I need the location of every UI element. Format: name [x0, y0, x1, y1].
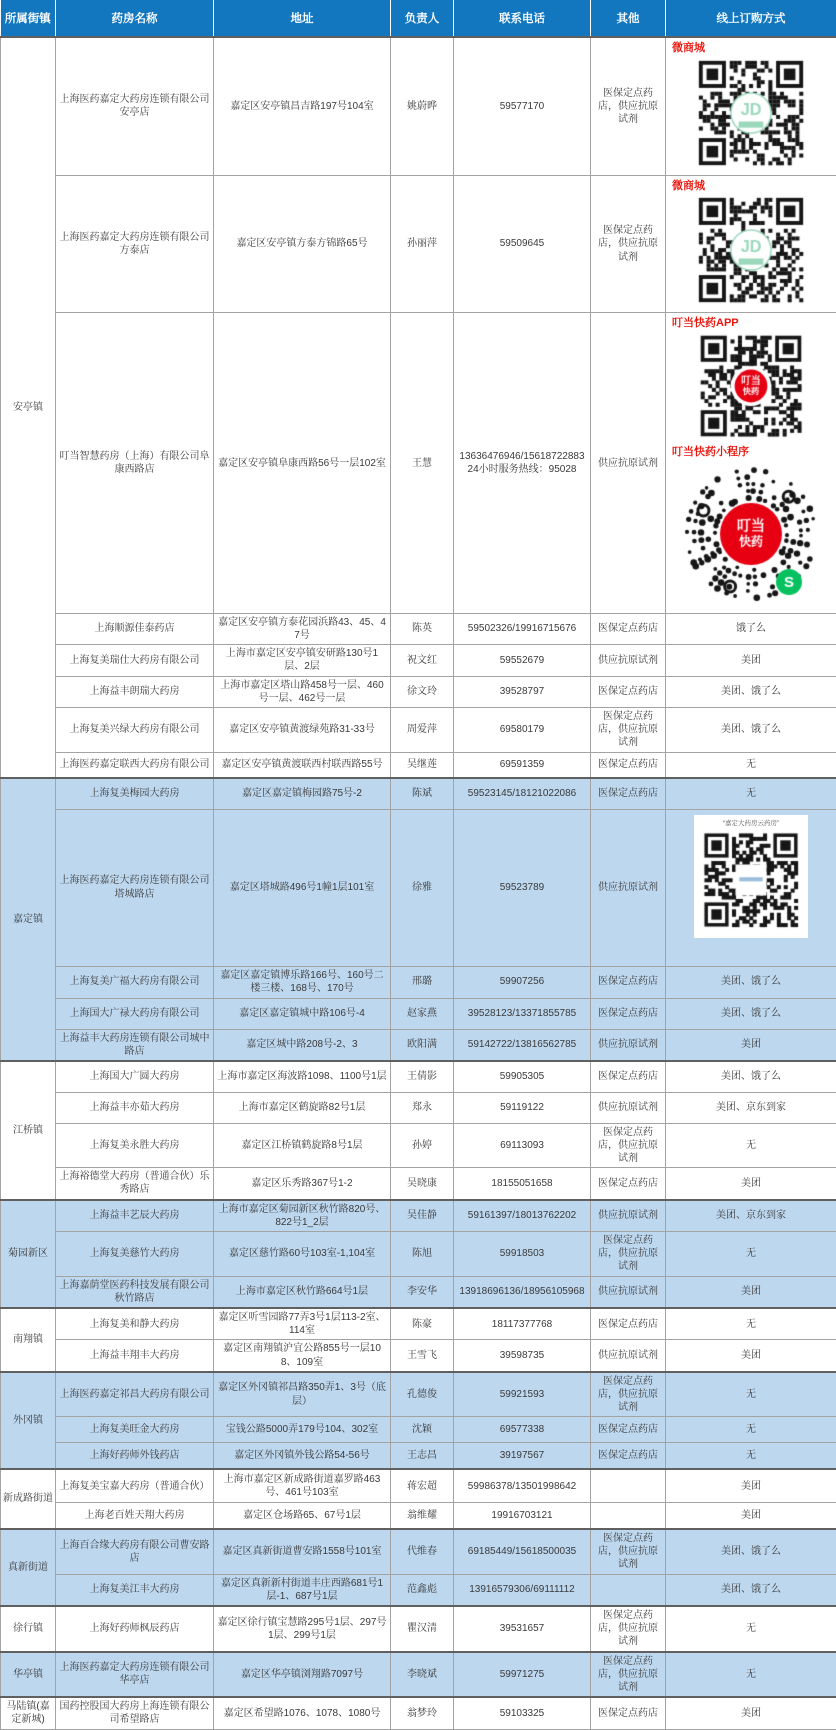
cell-pharmacy-name: 上海国大广禄大药房有限公司: [56, 998, 214, 1029]
cell-person: 蒋宏超: [391, 1469, 454, 1503]
cell-phone: 39528123/13371855785: [454, 998, 591, 1029]
cell-pharmacy-name: 上海复美瑞仕大药房有限公司: [56, 645, 214, 676]
cell-address: 嘉定区嘉定镇城中路106号-4: [214, 998, 391, 1029]
cell-other: 医保定点药店: [591, 676, 666, 707]
qr-code: [695, 194, 807, 306]
table-row: [1, 1061, 836, 1092]
table-row: [1, 1503, 836, 1529]
cell-online-order: [666, 37, 836, 175]
cell-person: 孙婷: [391, 1123, 454, 1168]
cell-person: 姚蔚晔: [391, 37, 454, 175]
cell-online-order: 无: [666, 1123, 836, 1168]
table-row: [1, 778, 836, 809]
qr-wrap: [670, 57, 832, 173]
cell-pharmacy-name: 上海裕德堂大药房（普通合伙）乐秀路店: [56, 1168, 214, 1200]
table-row: [1, 1652, 836, 1698]
cell-address: 嘉定区嘉定镇博乐路166号、160号二楼三楼、168号、170号: [214, 966, 391, 998]
cell-person: 孔德俊: [391, 1372, 454, 1417]
qr-wrap: [670, 194, 832, 310]
qr-label: 微商城: [672, 41, 832, 56]
table-row: [1, 37, 836, 175]
table-row: [1, 645, 836, 676]
cell-address: 嘉定区徐行镇宝慧路295号1层、297号1层、299号1层: [214, 1606, 391, 1652]
cell-pharmacy-name: 上海好药师外钱药店: [56, 1443, 214, 1469]
cell-address: 嘉定区真新街道曹安路1558号101室: [214, 1529, 391, 1574]
table-row: [1, 998, 836, 1029]
cell-online-order: 美团: [666, 1029, 836, 1061]
cell-person: 邢璐: [391, 966, 454, 998]
cell-phone: 59142722/13816562785: [454, 1029, 591, 1061]
table-row: [1, 1469, 836, 1503]
table-row: [1, 1168, 836, 1200]
cell-town: 马陆镇(嘉定新城): [1, 1697, 56, 1729]
cell-town: 外冈镇: [1, 1372, 56, 1469]
cell-address: 嘉定区城中路208号-2、3: [214, 1029, 391, 1061]
cell-pharmacy-name: 上海医药嘉定大药房连锁有限公司方泰店: [56, 175, 214, 313]
cell-phone: 59103325: [454, 1697, 591, 1729]
cell-online-order: 美团、饿了么: [666, 1574, 836, 1606]
cell-person: 王慧: [391, 313, 454, 613]
cell-address: 嘉定区安亭镇方泰花园浜路43、45、47号: [214, 613, 391, 644]
table-row: [1, 1372, 836, 1417]
cell-other: [591, 1503, 666, 1529]
table-row: [1, 1276, 836, 1308]
cell-pharmacy-name: 上海医药嘉定大药房连锁有限公司华亭店: [56, 1652, 214, 1698]
cell-town: 安亭镇: [1, 37, 56, 778]
table-row: [1, 313, 836, 613]
cell-other: 医保定点药店: [591, 1308, 666, 1340]
cell-person: 孙丽萍: [391, 175, 454, 313]
cell-person: 翁维耀: [391, 1503, 454, 1529]
cell-online-order: 美团: [666, 1276, 836, 1308]
cell-phone: 69577338: [454, 1417, 591, 1443]
cell-pharmacy-name: 叮当智慧药房（上海）有限公司阜康西路店: [56, 313, 214, 613]
cell-online-order: 美团: [666, 1697, 836, 1729]
cell-phone: 69591359: [454, 752, 591, 778]
cell-online-order: 美团、饿了么: [666, 998, 836, 1029]
column-header: 药房名称: [56, 0, 214, 37]
cell-pharmacy-name: 上海复美兴绿大药房有限公司: [56, 707, 214, 752]
cell-phone: 59986378/13501998642: [454, 1469, 591, 1503]
cell-other: 供应抗原试剂: [591, 1340, 666, 1372]
cell-phone: 59552679: [454, 645, 591, 676]
cell-pharmacy-name: 上海医药嘉定大药房连锁有限公司安亭店: [56, 37, 214, 175]
cell-address: 嘉定区嘉定镇梅园路75号-2: [214, 778, 391, 809]
cell-address: 嘉定区慈竹路60号103室-1,104室: [214, 1231, 391, 1276]
table-row: [1, 809, 836, 966]
cell-town: 江桥镇: [1, 1061, 56, 1200]
cell-pharmacy-name: 上海复美广福大药房有限公司: [56, 966, 214, 998]
table-row: [1, 175, 836, 313]
cell-address: 嘉定区安亭镇方泰方锦路65号: [214, 175, 391, 313]
cell-person: 徐雅: [391, 809, 454, 966]
cell-address: 上海市嘉定区海波路1098、1100号1层: [214, 1061, 391, 1092]
cell-other: 医保定点药店: [591, 1443, 666, 1469]
cell-phone: 59509645: [454, 175, 591, 313]
cell-other: 供应抗原试剂: [591, 809, 666, 966]
cell-phone: 39531657: [454, 1606, 591, 1652]
qr-caption: “嘉定大药房云药房”: [701, 820, 801, 829]
cell-other: 供应抗原试剂: [591, 313, 666, 613]
cell-phone: 18155051658: [454, 1168, 591, 1200]
qr-wrap: [670, 461, 832, 611]
cell-other: 医保定点药店: [591, 1168, 666, 1200]
cell-person: 王倩影: [391, 1061, 454, 1092]
cell-online-order: 无: [666, 1231, 836, 1276]
cell-online-order: 无: [666, 1606, 836, 1652]
cell-address: 上海市嘉定区塔山路458号一层、460号一层、462号一层: [214, 676, 391, 707]
cell-phone: 59502326/19916715676: [454, 613, 591, 644]
cell-other: 医保定点药店: [591, 613, 666, 644]
cell-phone: 59577170: [454, 37, 591, 175]
cell-phone: 59161397/18013762202: [454, 1200, 591, 1232]
cell-address: 上海市嘉定区安亭镇安研路130号1层、2层: [214, 645, 391, 676]
cell-online-order: 美团: [666, 1503, 836, 1529]
cell-address: 嘉定区外冈镇外钱公路54-56号: [214, 1443, 391, 1469]
cell-online-order: 饿了么: [666, 613, 836, 644]
cell-pharmacy-name: 国药控股国大药房上海连锁有限公司希望路店: [56, 1697, 214, 1729]
cell-pharmacy-name: 上海复美永胜大药房: [56, 1123, 214, 1168]
cell-person: 瞿汉清: [391, 1606, 454, 1652]
cell-address: 嘉定区真新新村街道丰庄西路681号1层-1、687号1层: [214, 1574, 391, 1606]
cell-address: 嘉定区听雪园路77弄3号1层113-2室、114室: [214, 1308, 391, 1340]
cell-other: 医保定点药店，供应抗原试剂: [591, 1652, 666, 1698]
table-row: [1, 1529, 836, 1574]
table-row: [1, 1340, 836, 1372]
cell-phone: 13916579306/69111112: [454, 1574, 591, 1606]
cell-online-order: 美团、京东到家: [666, 1200, 836, 1232]
cell-phone: 59918503: [454, 1231, 591, 1276]
column-header: 其他: [591, 0, 666, 37]
cell-other: 医保定点药店，供应抗原试剂: [591, 707, 666, 752]
qr-label: 微商城: [672, 179, 832, 194]
cell-online-order: [666, 175, 836, 313]
cell-phone: 59907256: [454, 966, 591, 998]
qr-label: 叮当快药小程序: [672, 445, 832, 460]
table-row: [1, 1123, 836, 1168]
table-row: [1, 1200, 836, 1232]
cell-town: 华亭镇: [1, 1652, 56, 1698]
cell-online-order: 美团、京东到家: [666, 1092, 836, 1123]
table-row: [1, 1092, 836, 1123]
cell-address: 嘉定区安亭镇阜康西路56号一层102室: [214, 313, 391, 613]
cell-person: 赵家燕: [391, 998, 454, 1029]
cell-phone: 59523789: [454, 809, 591, 966]
cell-phone: 59905305: [454, 1061, 591, 1092]
cell-pharmacy-name: 上海百合缘大药房有限公司曹安路店: [56, 1529, 214, 1574]
cell-pharmacy-name: 上海益丰大药房连锁有限公司城中路店: [56, 1029, 214, 1061]
qr-code: [695, 57, 807, 169]
cell-pharmacy-name: 上海复美旺金大药房: [56, 1417, 214, 1443]
cell-pharmacy-name: 上海嘉荫堂医药科技发展有限公司秋竹路店: [56, 1276, 214, 1308]
cell-phone: 18117377768: [454, 1308, 591, 1340]
cell-phone: 69113093: [454, 1123, 591, 1168]
cell-town: 菊园新区: [1, 1200, 56, 1308]
cell-person: 陈英: [391, 613, 454, 644]
cell-pharmacy-name: 上海医药嘉定联西大药房有限公司: [56, 752, 214, 778]
cell-phone: 59119122: [454, 1092, 591, 1123]
cell-phone: 19916703121: [454, 1503, 591, 1529]
cell-other: 医保定点药店: [591, 778, 666, 809]
qr-label: 叮当快药APP: [672, 316, 832, 331]
cell-town: 新成路街道: [1, 1469, 56, 1529]
column-header: 线上订购方式: [666, 0, 836, 37]
cell-address: 嘉定区华亭镇浏翔路7097号: [214, 1652, 391, 1698]
cell-phone: 59921593: [454, 1372, 591, 1417]
cell-address: 嘉定区安亭镇昌吉路197号104室: [214, 37, 391, 175]
cell-other: 医保定点药店: [591, 752, 666, 778]
cell-person: 欧阳满: [391, 1029, 454, 1061]
cell-pharmacy-name: 上海益丰亦茹大药房: [56, 1092, 214, 1123]
table-row: [1, 966, 836, 998]
cell-address: 嘉定区希望路1076、1078、1080号: [214, 1697, 391, 1729]
cell-person: 李安华: [391, 1276, 454, 1308]
cell-online-order: 无: [666, 1652, 836, 1698]
table-row: [1, 707, 836, 752]
table-row: [1, 1574, 836, 1606]
cell-person: 陈豪: [391, 1308, 454, 1340]
cell-phone: 59523145/18121022086: [454, 778, 591, 809]
cell-phone: 39528797: [454, 676, 591, 707]
cell-online-order: 无: [666, 778, 836, 809]
cell-address: 上海市嘉定区鹤旋路82号1层: [214, 1092, 391, 1123]
cell-other: 医保定点药店，供应抗原试剂: [591, 1529, 666, 1574]
cell-town: 嘉定镇: [1, 778, 56, 1061]
qr-wrap: [670, 332, 832, 444]
cell-pharmacy-name: 上海复美宝嘉大药房（普通合伙）: [56, 1469, 214, 1503]
cell-online-order: 无: [666, 1443, 836, 1469]
cell-phone: 69185449/15618500035: [454, 1529, 591, 1574]
cell-online-order: 美团、饿了么: [666, 1061, 836, 1092]
cell-address: 宝钱公路5000弄179号104、302室: [214, 1417, 391, 1443]
cell-pharmacy-name: 上海好药师枫辰药店: [56, 1606, 214, 1652]
cell-address: 嘉定区安亭镇黄渡绿苑路31-33号: [214, 707, 391, 752]
cell-other: 医保定点药店，供应抗原试剂: [591, 175, 666, 313]
cell-other: 医保定点药店: [591, 998, 666, 1029]
table-row: [1, 1308, 836, 1340]
table-row: [1, 752, 836, 778]
cell-other: 医保定点药店，供应抗原试剂: [591, 1606, 666, 1652]
cell-phone: 69580179: [454, 707, 591, 752]
cell-phone: 39598735: [454, 1340, 591, 1372]
cell-pharmacy-name: 上海顺源佳泰药店: [56, 613, 214, 644]
cell-pharmacy-name: 上海益丰艺辰大药房: [56, 1200, 214, 1232]
header-row: [1, 0, 836, 37]
qr-wrap: [670, 812, 832, 939]
cell-online-order: [666, 809, 836, 966]
column-header: 地址: [214, 0, 391, 37]
cell-person: 范鑫彪: [391, 1574, 454, 1606]
qr-card: [694, 815, 808, 939]
cell-person: 周爱萍: [391, 707, 454, 752]
cell-pharmacy-name: 上海老百姓天翔大药房: [56, 1503, 214, 1529]
cell-pharmacy-name: 上海复美江丰大药房: [56, 1574, 214, 1606]
cell-online-order: 美团: [666, 1168, 836, 1200]
table-row: [1, 1443, 836, 1469]
cell-address: 嘉定区安亭镇黄渡联西村联西路55号: [214, 752, 391, 778]
cell-pharmacy-name: 上海益丰朗瑞大药房: [56, 676, 214, 707]
cell-town: 南翔镇: [1, 1308, 56, 1372]
cell-online-order: 美团、饿了么: [666, 676, 836, 707]
cell-phone: 39197567: [454, 1443, 591, 1469]
cell-online-order: 无: [666, 752, 836, 778]
cell-pharmacy-name: 上海益丰翔丰大药房: [56, 1340, 214, 1372]
cell-other: 医保定点药店: [591, 1061, 666, 1092]
miniprogram-qr-code: [678, 461, 824, 607]
table-row: [1, 1029, 836, 1061]
cell-phone: 59971275: [454, 1652, 591, 1698]
cell-person: 沈颖: [391, 1417, 454, 1443]
cell-other: 供应抗原试剂: [591, 645, 666, 676]
cell-pharmacy-name: 上海复美梅园大药房: [56, 778, 214, 809]
cell-other: 供应抗原试剂: [591, 1092, 666, 1123]
cell-online-order: 无: [666, 1372, 836, 1417]
cell-other: [591, 1574, 666, 1606]
cell-person: 王志昌: [391, 1443, 454, 1469]
cell-pharmacy-name: 上海医药嘉定祁昌大药房有限公司: [56, 1372, 214, 1417]
cell-pharmacy-name: 上海复美和静大药房: [56, 1308, 214, 1340]
cell-address: 上海市嘉定区菊园新区秋竹路820号、822号1_2层: [214, 1200, 391, 1232]
cell-address: 嘉定区南翔镇沪宜公路855号一层108、109室: [214, 1340, 391, 1372]
cell-address: 上海市嘉定区秋竹路664号1层: [214, 1276, 391, 1308]
cell-other: 医保定点药店: [591, 1697, 666, 1729]
column-header: 负责人: [391, 0, 454, 37]
qr-code: [701, 830, 801, 930]
cell-other: 医保定点药店，供应抗原试剂: [591, 1123, 666, 1168]
table-body: [1, 37, 836, 1729]
cell-address: 嘉定区江桥镇鹤旋路8号1层: [214, 1123, 391, 1168]
cell-phone: 13918696136/18956105968: [454, 1276, 591, 1308]
cell-address: 嘉定区塔城路496号1幢1层101室: [214, 809, 391, 966]
cell-person: 翁梦玲: [391, 1697, 454, 1729]
cell-phone: 13636476946/15618722883 24小时服务热线：95028: [454, 313, 591, 613]
cell-person: 李晓斌: [391, 1652, 454, 1698]
cell-other: 医保定点药店，供应抗原试剂: [591, 37, 666, 175]
cell-person: 代维春: [391, 1529, 454, 1574]
cell-town: 真新街道: [1, 1529, 56, 1606]
cell-person: 王雪飞: [391, 1340, 454, 1372]
cell-other: 医保定点药店，供应抗原试剂: [591, 1231, 666, 1276]
cell-online-order: 美团、饿了么: [666, 1529, 836, 1574]
cell-person: 吴佳静: [391, 1200, 454, 1232]
cell-online-order: 美团: [666, 1340, 836, 1372]
qr-code: [697, 332, 805, 440]
cell-person: 祝文红: [391, 645, 454, 676]
column-header: 联系电话: [454, 0, 591, 37]
cell-other: 医保定点药店: [591, 1417, 666, 1443]
cell-person: 吴晓康: [391, 1168, 454, 1200]
cell-other: 供应抗原试剂: [591, 1029, 666, 1061]
cell-online-order: 美团、饿了么: [666, 707, 836, 752]
cell-town: 徐行镇: [1, 1606, 56, 1652]
cell-other: 医保定点药店，供应抗原试剂: [591, 1372, 666, 1417]
table-row: [1, 1231, 836, 1276]
cell-online-order: [666, 313, 836, 613]
cell-person: 郑永: [391, 1092, 454, 1123]
cell-online-order: 美团: [666, 645, 836, 676]
cell-pharmacy-name: 上海医药嘉定大药房连锁有限公司塔城路店: [56, 809, 214, 966]
table-row: [1, 676, 836, 707]
cell-online-order: 无: [666, 1308, 836, 1340]
cell-address: 上海市嘉定区新成路街道嘉罗路463号、461号103室: [214, 1469, 391, 1503]
cell-online-order: 美团、饿了么: [666, 966, 836, 998]
cell-person: 徐文玲: [391, 676, 454, 707]
cell-pharmacy-name: 上海复美慈竹大药房: [56, 1231, 214, 1276]
cell-other: [591, 1469, 666, 1503]
cell-address: 嘉定区乐秀路367号1-2: [214, 1168, 391, 1200]
cell-person: 陈旭: [391, 1231, 454, 1276]
cell-person: 陈斌: [391, 778, 454, 809]
cell-online-order: 美团: [666, 1469, 836, 1503]
column-header: 所属街镇: [1, 0, 56, 37]
table-row: [1, 1417, 836, 1443]
cell-address: 嘉定区外冈镇祁昌路350弄1、3号（底层）: [214, 1372, 391, 1417]
table-row: [1, 613, 836, 644]
cell-other: 供应抗原试剂: [591, 1276, 666, 1308]
cell-online-order: 无: [666, 1417, 836, 1443]
table-row: [1, 1697, 836, 1729]
table-row: [1, 1606, 836, 1652]
cell-person: 吴继莲: [391, 752, 454, 778]
cell-other: 医保定点药店: [591, 966, 666, 998]
cell-other: 供应抗原试剂: [591, 1200, 666, 1232]
cell-address: 嘉定区仓场路65、67号1层: [214, 1503, 391, 1529]
cell-pharmacy-name: 上海国大广圆大药房: [56, 1061, 214, 1092]
